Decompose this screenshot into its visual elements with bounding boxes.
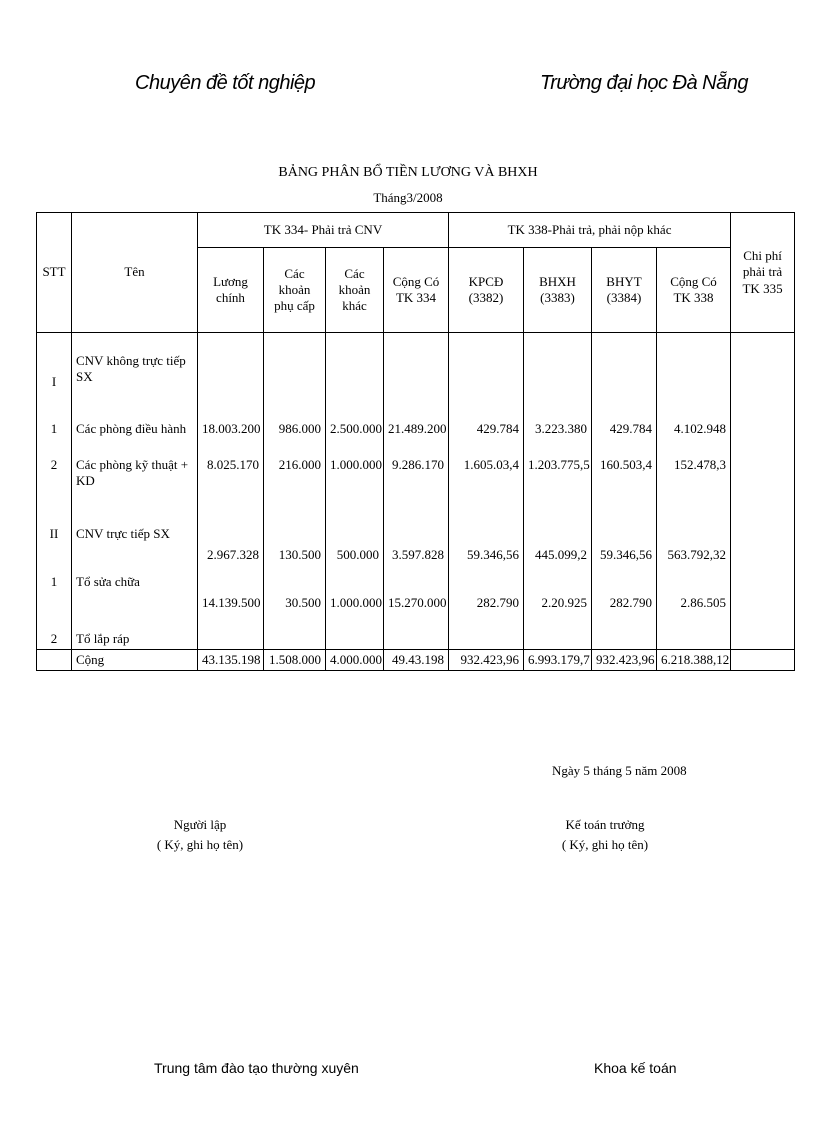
table-row: 1 Các phòng điều hành 18.003.200 986.000 2.500.000 21.489.200 429.784 3.223.380 429.784 4.102.948: [37, 405, 795, 455]
signature-chief-accountant: [535, 815, 675, 855]
footer-right: Khoa kế toán: [594, 1060, 677, 1076]
date-line: Ngày 5 tháng 5 năm 2008: [552, 763, 687, 778]
table-title: BẢNG PHÂN BỔ TIỀN LƯƠNG VÀ BHXH: [278, 165, 538, 180]
footer-left: Trung tâm đào tạo thường xuyên: [154, 1060, 359, 1076]
table-row: 2 Các phòng kỹ thuật + KD 8.025.170 216.000 1.000.000 9.286.170 1.605.03,4 1.203.775,5 160.503,4 152.478,3: [37, 455, 795, 515]
subheader-bhyt: BHYT (3384): [592, 248, 657, 333]
table-row: 2 Tổ lắp ráp 14.139.500 30.500 1.000.000 15.270.000 282.790 2.20.925 282.790 2.86.505: [37, 593, 795, 650]
row-name: Tổ sửa chữa: [72, 545, 198, 593]
row-stt: II: [37, 515, 72, 545]
table-row: 1 Tổ sửa chữa 2.967.328 130.500 500.000 3.597.828 59.346,56 445.099,2 59.346,56 563.792,32: [37, 545, 795, 593]
subheader-khoan-khac: Các khoản khác: [326, 248, 384, 333]
table-row: [37, 333, 795, 405]
row-name: Tổ lắp ráp: [72, 593, 198, 650]
header-tk334: TK 334- Phải trả CNV: [198, 213, 449, 248]
table-row: [37, 515, 795, 545]
document-header-right: Trường đại học Đà Nẵng: [540, 72, 748, 94]
header-stt: STT: [37, 213, 72, 333]
header-tk338: TK 338-Phải trả, phải nộp khác: [449, 213, 731, 248]
signature-note: ( Ký, ghi họ tên): [156, 837, 244, 853]
signature-note: ( Ký, ghi họ tên): [561, 837, 649, 853]
table-subtitle: Tháng3/2008: [373, 190, 443, 205]
row-stt: 1: [37, 545, 72, 593]
subheader-kpcd: KPCĐ (3382): [449, 248, 524, 333]
subheader-phu-cap: Các khoản phụ cấp: [264, 248, 326, 333]
signature-role: Kế toán trưởng: [565, 817, 645, 832]
subheader-bhxh: BHXH (3383): [524, 248, 592, 333]
signature-preparer: [130, 815, 270, 855]
row-stt: 2: [37, 455, 72, 515]
payroll-allocation-table: [36, 212, 795, 671]
row-stt: I: [37, 333, 72, 405]
row-stt: 1: [37, 405, 72, 455]
row-name: CNV không trực tiếp SX: [72, 333, 198, 405]
row-stt: 2: [37, 593, 72, 650]
row-name: Các phòng điều hành: [72, 405, 198, 455]
subheader-luong-chinh: Lương chính: [198, 248, 264, 333]
header-chi-phi-tk335: Chi phí phải trả TK 335: [731, 213, 795, 333]
header-name: Tên: [72, 213, 198, 333]
subheader-cong-co-338: Cộng Có TK 338: [657, 248, 731, 333]
subheader-cong-co-334: Cộng Có TK 334: [384, 248, 449, 333]
row-name: CNV trực tiếp SX: [72, 515, 198, 545]
signature-role: Người lập: [173, 817, 227, 832]
total-row: Cộng 43.135.198 1.508.000 4.000.000 49.43.198 932.423,96 6.993.179,7 932.423,96 6.218.388,12: [37, 650, 795, 671]
row-name: Các phòng kỹ thuật + KD: [72, 455, 198, 515]
total-label: Cộng: [72, 650, 198, 671]
document-header-left: Chuyên đề tốt nghiệp: [135, 72, 316, 94]
